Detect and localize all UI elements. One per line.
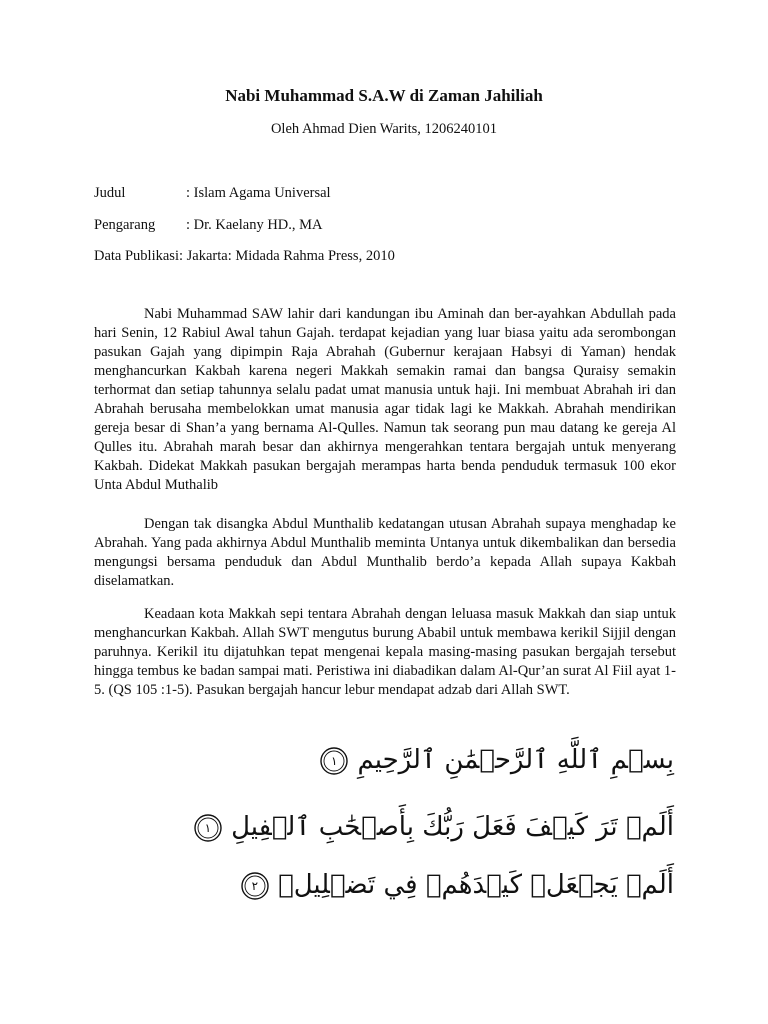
ayah-number-marker bbox=[319, 746, 349, 776]
meta-value: : Jakarta: Midada Rahma Press, 2010 bbox=[178, 248, 395, 264]
ayah-text: أَلَمۡ تَرَ كَيۡفَ فَعَلَ رَبُّكَ بِأَصۡحَٰبِ ٱلۡفِيلِ bbox=[231, 812, 674, 842]
body-paragraph-3: Keadaan kota Makkah sepi tentara Abrahah dengan leluasa masuk Makkah dan siap untuk menghancurkan Kakbah. Allah SWT mengutus burung Ababil untuk membawa kerikil Sijjil dengan paruhnya. Kerikil itu dijatuhkan tepat mengenai kepala masing-masing pasukan bergajah tersebut hingga tembus ke badan sampai mati. Peristiwa ini diabadikan dalam Al-Qur’an surat Al Fiil ayat 1-5. (QS 105 :1-5). Pasukan bergajah hancur lebur mendapat adzab dari Allah SWT. bbox=[94, 606, 676, 698]
meta-row-pengarang bbox=[94, 217, 323, 234]
meta-value: : Islam Agama Universal bbox=[186, 185, 331, 201]
meta-label: Judul bbox=[94, 185, 126, 201]
ayah-number: ١ bbox=[204, 820, 212, 835]
body-paragraph-1: Nabi Muhammad SAW lahir dari kandungan ibu Aminah dan ber-ayahkan Abdullah pada hari Senin, 12 Rabiul Awal tahun Gajah. terdapat kejadian yang luar biasa yaitu ada serombongan pasukan Gajah yang dipimpin Raja Abrahah (Gubernur kerajaan Habsyi di Yaman) hendak menghancurkan Kakbah karena negeri Makkah semakin ramai dan bangsa Quraisy semakin terhormat dan setiap tahunnya selalu padat umat manusia untuk haji. Ini membuat Abrahah iri dan Abrahah berusaha membelokkan umat manusia agar tidak lagi ke Makkah. Abrahah mendirikan gereja besar di Shan’a yang bernama Al-Qulles. Namun tak seorang pun mau datang ke gereja Al Qulles itu. Abrahah marah besar dan akhirnya mengerahkan tentara bergajah untuk menyerang Kakbah. Didekat Makkah pasukan bergajah merampas harta benda penduduk termasuk 100 ekor Unta Abdul Muthalib bbox=[94, 306, 676, 493]
meta-value: : Dr. Kaelany HD., MA bbox=[186, 217, 323, 233]
ayah-number-marker bbox=[193, 813, 223, 843]
meta-label: Pengarang bbox=[94, 217, 156, 233]
meta-label: Data Publikasi bbox=[94, 248, 179, 264]
meta-row-data-publikasi bbox=[94, 248, 395, 265]
ayah-number: ١ bbox=[330, 753, 338, 768]
meta-row-judul bbox=[94, 185, 331, 202]
body-paragraph-2: Dengan tak disangka Abdul Munthalib kedatangan utusan Abrahah supaya menghadap ke Abrahah. Yang pada akhirnya Abdul Munthalib meminta Untanya untuk dikembalikan dan bersedia mengungsi bersama penduduk dan Abdul Munthalib berdo’a kepada Allah supaya Kakbah diselamatkan. bbox=[94, 516, 676, 589]
ayah-text: بِسۡمِ ٱللَّهِ ٱلرَّحۡمَٰنِ ٱلرَّحِيمِ bbox=[357, 745, 674, 775]
document-title: Nabi Muhammad S.A.W di Zaman Jahiliah bbox=[225, 86, 543, 105]
ayah-text: أَلَمۡ يَجۡعَلۡ كَيۡدَهُمۡ فِي تَضۡلِيلٖ bbox=[278, 870, 674, 900]
ayah-line-2 bbox=[234, 870, 674, 901]
ayah-number-marker bbox=[240, 871, 270, 901]
document-author: Oleh Ahmad Dien Warits, 1206240101 bbox=[270, 121, 498, 137]
ayah-line-basmalah bbox=[313, 745, 674, 776]
ayah-number: ٢ bbox=[251, 878, 259, 893]
ayah-line-1 bbox=[187, 812, 674, 843]
